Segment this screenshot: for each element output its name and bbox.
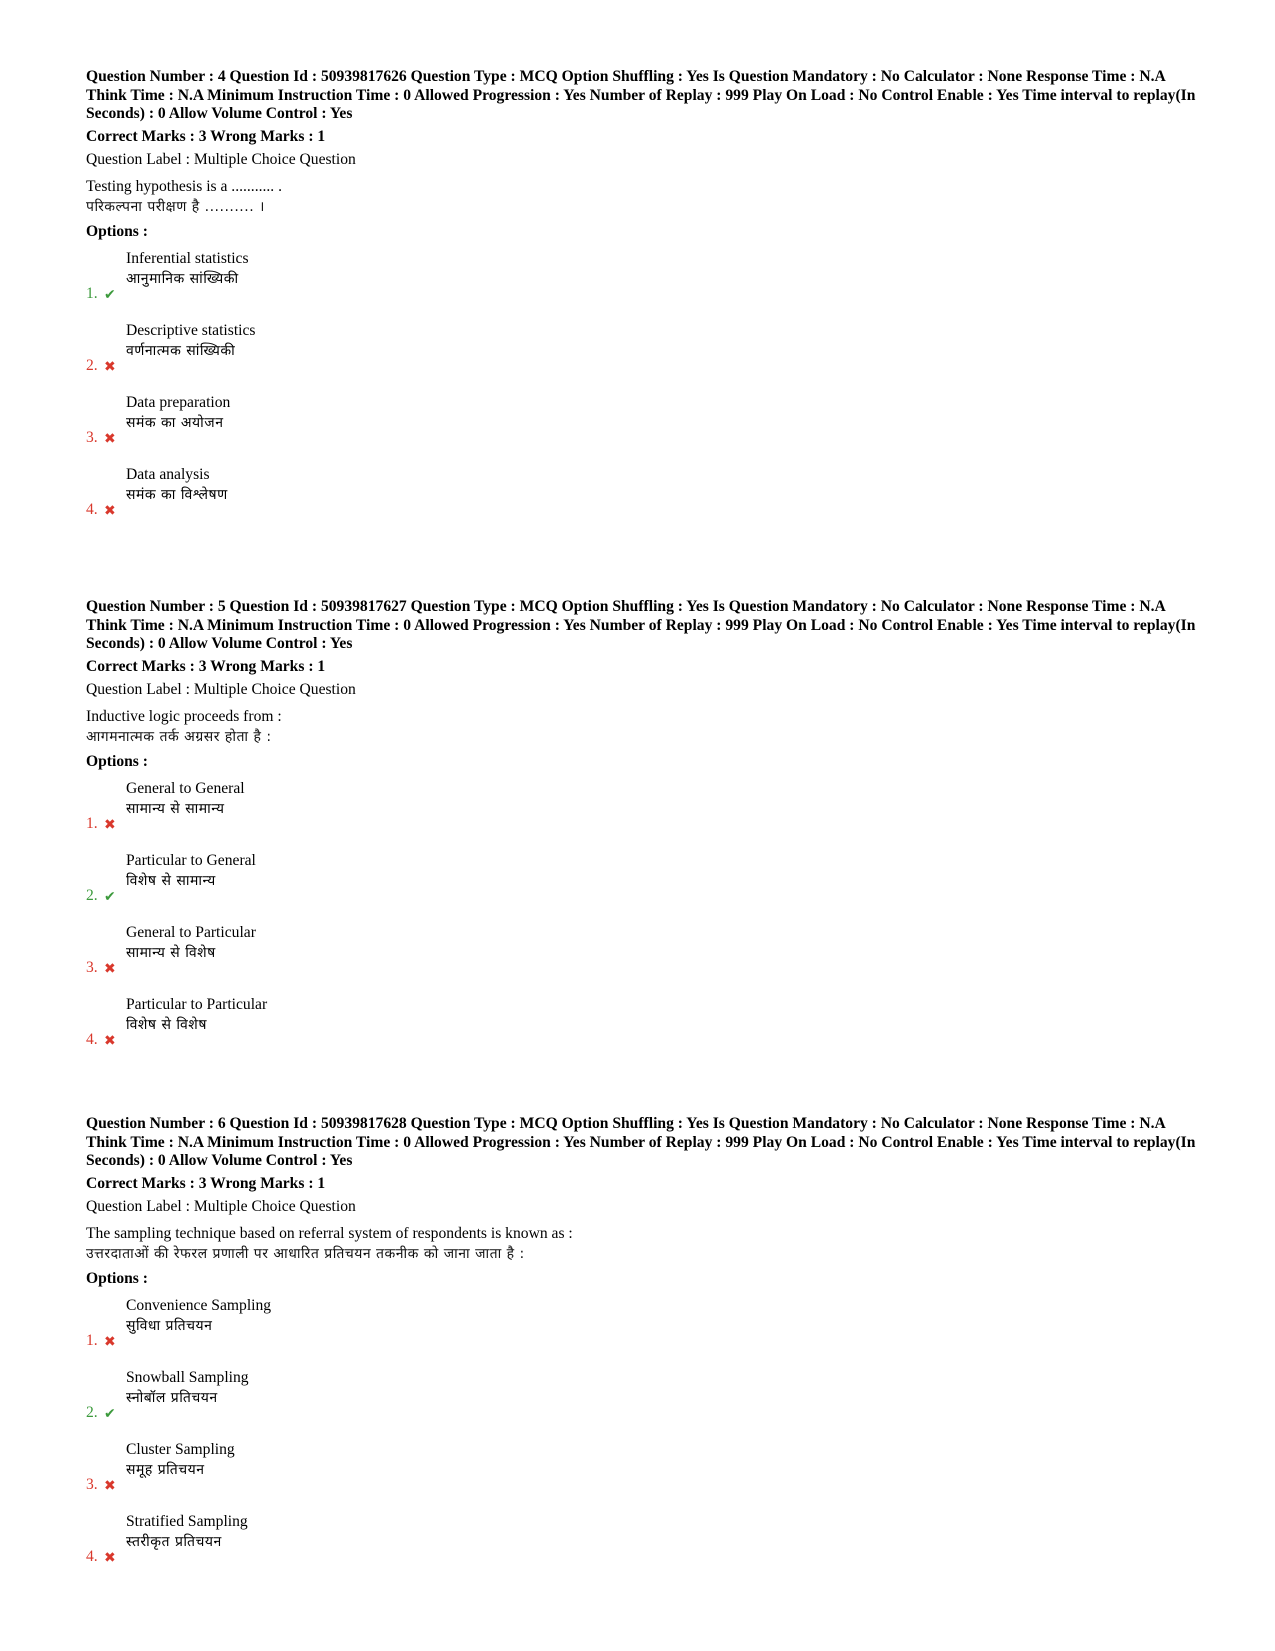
cross-icon: ✖: [104, 1032, 116, 1049]
cross-icon: ✖: [104, 430, 116, 447]
option-text-english: Data analysis: [126, 465, 210, 483]
option-text-hindi: वर्णनात्मक सांख्यिकी: [126, 342, 236, 359]
question-label: Question Label : Multiple Choice Question: [86, 680, 356, 698]
question-marks: Correct Marks : 3 Wrong Marks : 1: [86, 657, 326, 675]
check-icon: ✔: [104, 286, 116, 303]
option-text-english: General to Particular: [126, 923, 256, 941]
option-number: 4.: [86, 500, 98, 518]
question-block-6: [86, 1115, 1206, 1576]
question-text: [86, 1224, 1206, 1264]
option-text-hindi: स्तरीकृत प्रतिचयन: [126, 1533, 222, 1550]
option-text-english: Particular to General: [126, 851, 256, 869]
check-icon: ✔: [104, 1405, 116, 1422]
option-number: 2.: [86, 356, 98, 374]
cross-icon: ✖: [104, 1333, 116, 1350]
question-block-5: [86, 598, 1206, 1059]
option-number: 3.: [86, 428, 98, 446]
option-text-english: Particular to Particular: [126, 995, 268, 1013]
option-2: [86, 847, 1206, 915]
question-text-hindi: परिकल्पना परीक्षण है .......... ।: [86, 198, 265, 215]
options-heading: Options :: [86, 752, 148, 770]
option-number: 1.: [86, 814, 98, 832]
question-marks: Correct Marks : 3 Wrong Marks : 1: [86, 127, 326, 145]
option-text-english: Convenience Sampling: [126, 1296, 272, 1314]
option-text-hindi: आनुमानिक सांख्यिकी: [126, 270, 239, 287]
question-block-4: [86, 68, 1206, 529]
options-heading: Options :: [86, 222, 148, 240]
question-text-english: The sampling technique based on referral system of respondents is known as :: [86, 1224, 573, 1242]
option-text-english: Cluster Sampling: [126, 1440, 235, 1458]
question-meta: Question Number : 5 Question Id : 50939817627 Question Type : MCQ Option Shuffling : Yes Is Question Mandatory : No Calculator : None Response Time : N.A Think Time : N.A Minimum Instruction Time : 0 Allowed Progression : Yes Number of Replay : 999 Play On Load : No Control Enable : Yes Time interval to replay(In Seconds) : 0 Allow Volume Control : Yes: [86, 598, 1196, 652]
options-heading: Options :: [86, 1269, 148, 1287]
option-3: [86, 389, 1206, 457]
question-text-english: Testing hypothesis is a ........... .: [86, 177, 282, 195]
option-text-hindi: सामान्य से विशेष: [126, 944, 216, 961]
option-text-hindi: समंक का विश्लेषण: [126, 486, 228, 503]
question-text: [86, 707, 1206, 747]
option-3: [86, 1436, 1206, 1504]
option-text-english: General to General: [126, 779, 245, 797]
option-number: 4.: [86, 1030, 98, 1048]
cross-icon: ✖: [104, 1549, 116, 1566]
option-4: [86, 991, 1206, 1059]
option-2: [86, 317, 1206, 385]
cross-icon: ✖: [104, 358, 116, 375]
question-text: [86, 177, 1206, 217]
option-text-english: Inferential statistics: [126, 249, 249, 267]
option-text-hindi: सुविधा प्रतिचयन: [126, 1317, 213, 1334]
question-text-hindi: उत्तरदाताओं की रेफरल प्रणाली पर आधारित प्रतिचयन तकनीक को जाना जाता है :: [86, 1245, 525, 1262]
question-text-hindi: आगमनात्मक तर्क अग्रसर होता है :: [86, 728, 272, 745]
option-text-english: Snowball Sampling: [126, 1368, 249, 1386]
question-marks: Correct Marks : 3 Wrong Marks : 1: [86, 1174, 326, 1192]
option-number: 2.: [86, 1403, 98, 1421]
option-number: 2.: [86, 886, 98, 904]
option-4: [86, 461, 1206, 529]
option-number: 1.: [86, 1331, 98, 1349]
option-text-english: Data preparation: [126, 393, 231, 411]
option-number: 3.: [86, 958, 98, 976]
cross-icon: ✖: [104, 816, 116, 833]
option-text-hindi: विशेष से सामान्य: [126, 872, 216, 889]
option-3: [86, 919, 1206, 987]
option-number: 3.: [86, 1475, 98, 1493]
option-2: [86, 1364, 1206, 1432]
cross-icon: ✖: [104, 1477, 116, 1494]
option-text-hindi: समंक का अयोजन: [126, 414, 224, 431]
option-1: [86, 245, 1206, 313]
check-icon: ✔: [104, 888, 116, 905]
option-text-english: Stratified Sampling: [126, 1512, 248, 1530]
question-label: Question Label : Multiple Choice Question: [86, 1197, 356, 1215]
cross-icon: ✖: [104, 502, 116, 519]
question-meta: Question Number : 6 Question Id : 50939817628 Question Type : MCQ Option Shuffling : Yes Is Question Mandatory : No Calculator : None Response Time : N.A Think Time : N.A Minimum Instruction Time : 0 Allowed Progression : Yes Number of Replay : 999 Play On Load : No Control Enable : Yes Time interval to replay(In Seconds) : 0 Allow Volume Control : Yes: [86, 1115, 1196, 1169]
cross-icon: ✖: [104, 960, 116, 977]
option-text-hindi: समूह प्रतिचयन: [126, 1461, 205, 1478]
option-4: [86, 1508, 1206, 1576]
option-text-hindi: विशेष से विशेष: [126, 1016, 207, 1033]
option-text-english: Descriptive statistics: [126, 321, 256, 339]
option-1: [86, 1292, 1206, 1360]
question-label: Question Label : Multiple Choice Question: [86, 150, 356, 168]
option-1: [86, 775, 1206, 843]
option-text-hindi: स्नोबॉल प्रतिचयन: [126, 1389, 218, 1406]
option-number: 4.: [86, 1547, 98, 1565]
question-text-english: Inductive logic proceeds from :: [86, 707, 282, 725]
option-number: 1.: [86, 284, 98, 302]
question-meta: Question Number : 4 Question Id : 50939817626 Question Type : MCQ Option Shuffling : Yes Is Question Mandatory : No Calculator : None Response Time : N.A Think Time : N.A Minimum Instruction Time : 0 Allowed Progression : Yes Number of Replay : 999 Play On Load : No Control Enable : Yes Time interval to replay(In Seconds) : 0 Allow Volume Control : Yes: [86, 68, 1196, 122]
option-text-hindi: सामान्य से सामान्य: [126, 800, 225, 817]
